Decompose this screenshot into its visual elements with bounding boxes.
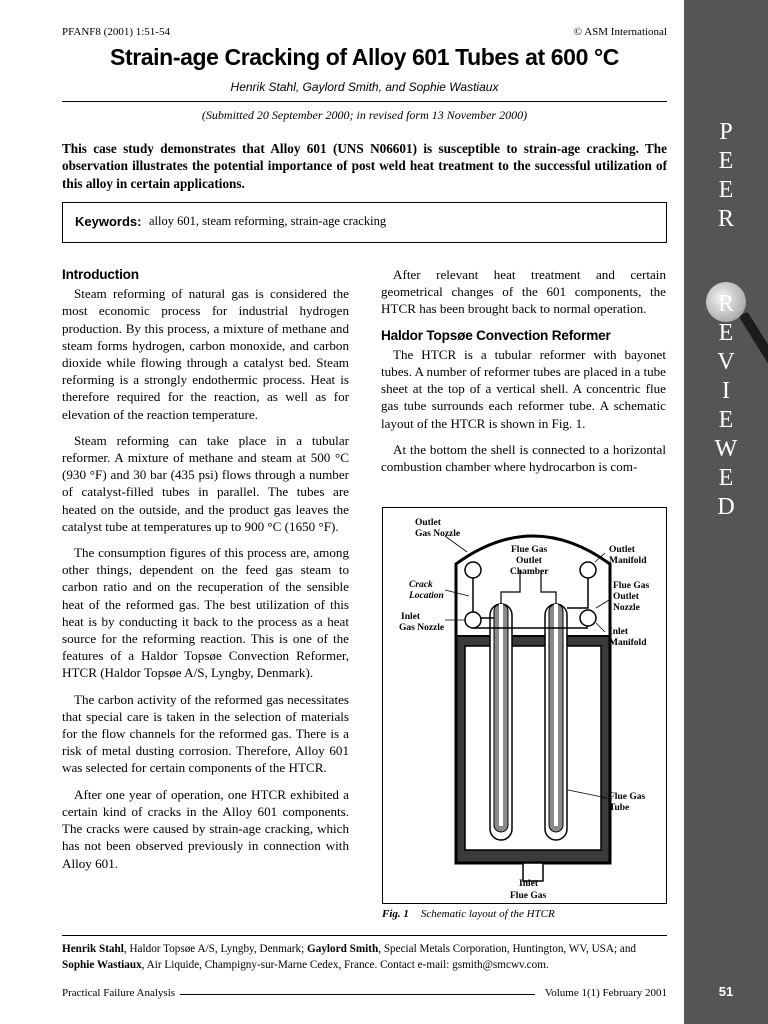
label-flue-gas-tube: Flue Gas	[609, 792, 646, 802]
sidebar-letter: D	[717, 494, 735, 520]
peer-letters	[684, 118, 768, 234]
sidebar-letter: V	[717, 349, 735, 375]
header-divider	[62, 101, 667, 102]
inlet-manifold	[580, 610, 596, 626]
paragraph: The consumption figures of this process are, among other things, dependent on the feed gas steam to carbon ratio and on the recuperation of the sensible heat of the reformed gas. The best utilization of this heat is by conducting it back to the process as a heat source for the reforming reaction. This is one of the features of a Haldor Topsøe Convection Reformer, HTCR (Haldor Topsøe A/S, Lyngby, Denmark).	[62, 545, 349, 681]
sidebar-letter: I	[722, 378, 730, 404]
label-inlet-flue-gas: Flue Gas	[510, 891, 547, 901]
label-flue-gas-outlet-chamber: Outlet	[516, 556, 542, 566]
paragraph: Steam reforming of natural gas is considered the most economic process for industrial hydrogen production. By this process, a mixture of methane and steam forms hydrogen, carbon monoxide, and carbon dioxide while flowing through a catalyst bed. Steam reforming is a strongly endothermic process. Heat is therefore required for the reaction, as well as for elevation of the reaction temperature.	[62, 286, 349, 422]
htcr-diagram	[383, 508, 666, 903]
sidebar-letter: E	[718, 465, 734, 491]
affiliation-name: Sophie Wastiaux	[62, 958, 142, 971]
sidebar-letter: E	[718, 407, 734, 433]
reviewed-letters	[684, 290, 768, 522]
peer-reviewed-sidebar	[684, 0, 768, 1024]
paragraph: After relevant heat treatment and certain geometrical changes of the 601 components, the HTCR has been brought back to normal operation.	[381, 267, 666, 317]
sidebar-letter: E	[718, 148, 734, 174]
section-heading-htcr: Haldor Topsøe Convection Reformer	[381, 327, 611, 343]
sidebar-letter: R	[717, 206, 734, 232]
keywords-box	[62, 202, 667, 243]
paragraph: The HTCR is a tubular reformer with bayonet tubes. A number of reformer tubes are placed in a tube sheet at the top of a vertical shell. A concentric flue gas tube surrounds each reformer tube. A schematic layout of the HTCR is shown in Fig. 1.	[381, 346, 666, 431]
journal-reference: PFANF8 (2001) 1:51-54	[62, 26, 170, 38]
section-heading-introduction: Introduction	[62, 267, 139, 282]
affiliation-divider	[62, 935, 667, 936]
label-inlet-gas-nozzle: Gas Nozzle	[399, 623, 445, 633]
footer-journal: Practical Failure Analysis	[62, 987, 176, 999]
outlet-nozzle-left	[465, 562, 481, 578]
label-flue-gas-outlet-nozzle: Nozzle	[613, 603, 640, 613]
sidebar-letter: W	[714, 436, 738, 462]
label-inlet-flue-gas: Inlet	[519, 879, 538, 889]
submission-dates: (Submitted 20 September 2000; in revised form 13 November 2000)	[201, 108, 528, 122]
label-outlet-manifold: Manifold	[609, 556, 647, 566]
footer-volume: Volume 1(1) February 2001	[544, 987, 667, 999]
figure-caption-text: Schematic layout of the HTCR	[420, 908, 555, 920]
affiliation-name: Gaylord Smith	[307, 943, 379, 955]
abstract: This case study demonstrates that Alloy 601 (UNS N06601) is susceptible to strain-age cracking. The observation illustrates the potential importance of post weld heat treatment to the successful utilization of this alloy in certain applications.	[62, 141, 667, 191]
figure-caption-label: Fig. 1	[382, 908, 409, 920]
label-outlet-gas-nozzle: Gas Nozzle	[415, 529, 461, 539]
figure-htcr-schematic	[382, 507, 667, 904]
label-outlet-manifold: Outlet	[609, 545, 635, 555]
inlet-nozzle	[465, 612, 481, 628]
sidebar-letter: R	[717, 291, 734, 317]
paragraph: The carbon activity of the reformed gas necessitates that special care is taken in the selection of materials for the flow channels for the reformed gas. There is a risk of metal dusting corrosion. Therefore, Alloy 601 was selected for certain components of the HTCR.	[62, 691, 349, 776]
affiliation-name: Henrik Stahl	[62, 943, 124, 955]
keywords-label: Keywords:	[75, 214, 142, 229]
label-flue-gas-outlet-nozzle: Flue Gas	[613, 581, 650, 591]
sidebar-letter: E	[718, 320, 734, 346]
paragraph: At the bottom the shell is connected to a horizontal combustion chamber where hydrocarbon is com-	[381, 441, 666, 475]
affiliation-org: , Air Liquide, Champigny-sur-Marne Cedex, France. Contact e-mail: gsmith@smcwv.com.	[141, 958, 549, 971]
affiliation-org: , Special Metals Corporation, Huntington, WV, USA; and	[378, 943, 637, 955]
label-outlet-gas-nozzle: Outlet	[415, 518, 441, 528]
label-flue-gas-outlet-nozzle: Outlet	[613, 592, 639, 602]
label-inlet-manifold: Inlet	[609, 627, 628, 637]
page-number: 51	[718, 984, 734, 999]
inner-chamber	[465, 646, 601, 850]
author-affiliations	[62, 942, 668, 973]
label-crack-location: Location	[409, 591, 444, 601]
left-column	[62, 266, 349, 881]
affiliation-org: , Haldor Topsøe A/S, Lyngby, Denmark;	[123, 943, 308, 955]
label-flue-gas-tube: Tube	[609, 803, 630, 813]
article-authors: Henrik Stahl, Gaylord Smith, and Sophie Wastiaux	[230, 80, 499, 94]
keywords-text: alloy 601, steam reforming, strain-age cracking	[149, 214, 387, 228]
label-flue-gas-outlet-chamber: Chamber	[510, 567, 549, 577]
footer-rule	[180, 994, 535, 995]
sidebar-letter: P	[719, 119, 733, 145]
label-crack-location: Crack	[409, 580, 433, 590]
figure-caption	[382, 908, 555, 920]
label-inlet-manifold: Manifold	[609, 638, 647, 648]
label-inlet-gas-nozzle: Inlet	[401, 612, 420, 622]
outlet-manifold	[580, 562, 596, 578]
label-flue-gas-outlet-chamber: Flue Gas	[511, 545, 548, 555]
bayonet-tube-left	[499, 604, 503, 826]
sidebar-letter: E	[718, 177, 734, 203]
paragraph: After one year of operation, one HTCR exhibited a certain kind of cracks in the Alloy 601 components. The cracks were caused by strain-age cracking, which has not been observed previously in connection with Alloy 601.	[62, 786, 349, 871]
paragraph: Steam reforming can take place in a tubular reformer. A mixture of methane and steam at 500 °C (930 °F) and 30 bar (435 psi) flows through a number of catalyst-filled tubes in parallel. The tubes are heated on the outside, and the product gas leaves the catalyst tube at temperatures up to 900 °C (1650 °F).	[62, 432, 349, 534]
article-title: Strain-age Cracking of Alloy 601 Tubes at 600 °C	[110, 44, 619, 70]
right-column	[381, 266, 666, 484]
copyright-notice: © ASM International	[573, 26, 667, 38]
bayonet-tube-right	[554, 604, 558, 826]
